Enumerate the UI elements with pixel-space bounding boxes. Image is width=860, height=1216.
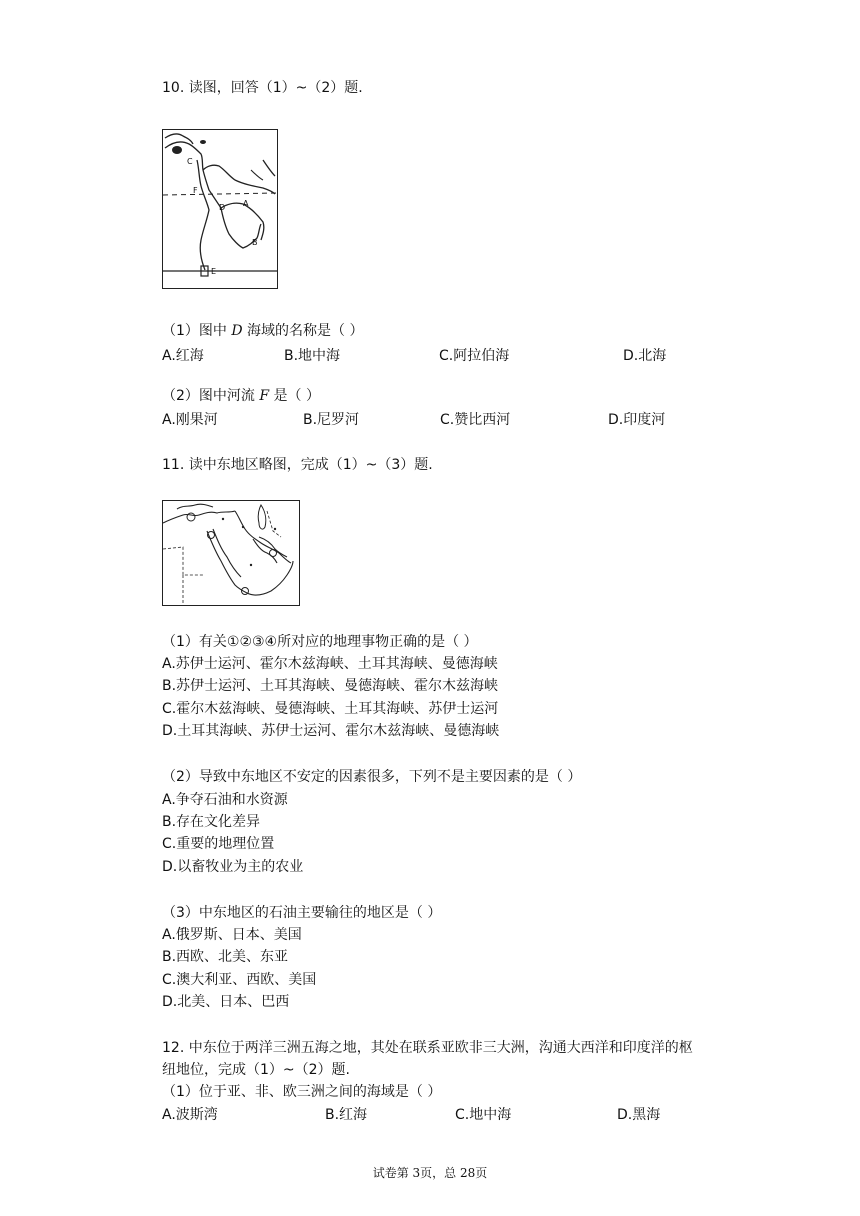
q12-sub1-option-b: B.红海 (325, 1107, 368, 1123)
q10-sub2-stem (162, 385, 320, 407)
q11-sub2-stem: （2）导致中东地区不安定的因素很多，下列不是主要因素的是（ ） (162, 769, 582, 785)
map-label-a: A (243, 199, 249, 208)
q11-sub3-stem: （3）中东地区的石油主要输往的地区是（ ） (162, 905, 442, 921)
q10-sub1-stem-var: D (231, 323, 243, 339)
q10-sub1-option-c: C.阿拉伯海 (439, 348, 510, 364)
q10-sub2-option-b: B.尼罗河 (303, 412, 360, 428)
q10-map (162, 129, 278, 289)
q10-sub1-option-d: D.北海 (623, 348, 667, 364)
q10-sub2-stem-after: 是（ ） (269, 388, 320, 404)
q11-sub3-option-d: D.北美、日本、巴西 (162, 994, 290, 1010)
q10-sub2-option-c: C.赞比西河 (440, 412, 511, 428)
q10-sub2-option-a: A.刚果河 (162, 412, 218, 428)
q10-title: 10. 读图，回答（1）~（2）题. (162, 80, 363, 96)
africa-arabia-map (163, 130, 277, 288)
q12-sub1-option-a: A.波斯湾 (162, 1107, 218, 1123)
q10-sub1-stem-before: （1）图中 (162, 323, 232, 339)
q12-sub1-stem: （1）位于亚、非、欧三洲之间的海域是（ ） (162, 1084, 442, 1100)
q11-sub3-option-a: A.俄罗斯、日本、美国 (162, 927, 302, 943)
q10-sub1-stem (162, 320, 364, 342)
q10-sub1-stem-after: 海域的名称是（ ） (242, 323, 364, 339)
map-label-c: C (187, 157, 193, 166)
q12-sub1-option-c: C.地中海 (455, 1107, 512, 1123)
q12-title-line1: 12. 中东位于两洋三洲五海之地，其处在联系亚欧非三大洲，沟通大西洋和印度洋的枢 (162, 1040, 693, 1056)
map-label-f: F (193, 186, 198, 195)
q11-sub2-option-d: D.以畜牧业为主的农业 (162, 859, 304, 875)
map-label-d: D (219, 203, 226, 212)
q10-sub1-option-b: B.地中海 (284, 348, 341, 364)
map-label-e: E (211, 267, 217, 276)
q12-title-line2: 纽地位，完成（1）~（2）题. (162, 1062, 350, 1078)
q11-sub1-option-b: B.苏伊士运河、土耳其海峡、曼德海峡、霍尔木兹海峡 (162, 678, 499, 694)
q11-sub1-stem: （1）有关①②③④所对应的地理事物正确的是（ ） (162, 634, 478, 650)
q11-title: 11. 读中东地区略图，完成（1）~（3）题. (162, 457, 433, 473)
q10-sub2-option-d: D.印度河 (608, 412, 666, 428)
q11-sub1-option-c: C.霍尔木兹海峡、曼德海峡、土耳其海峡、苏伊士运河 (162, 701, 499, 717)
q10-sub2-stem-before: （2）图中河流 (162, 388, 260, 404)
q12-sub1-option-d: D.黑海 (617, 1107, 661, 1123)
q10-sub2-stem-var: F (259, 388, 270, 404)
map-label-b: B (252, 238, 258, 247)
q11-sub1-option-d: D.土耳其海峡、苏伊士运河、霍尔木兹海峡、曼德海峡 (162, 723, 500, 739)
q11-sub3-option-c: C.澳大利亚、西欧、美国 (162, 972, 317, 988)
q11-sub1-option-a: A.苏伊士运河、霍尔木兹海峡、土耳其海峡、曼德海峡 (162, 656, 498, 672)
q11-sub3-option-b: B.西欧、北美、东亚 (162, 949, 289, 965)
q10-sub1-option-a: A.红海 (162, 348, 204, 364)
middle-east-map (163, 501, 299, 605)
q11-map (162, 500, 300, 606)
q11-sub2-option-b: B.存在文化差异 (162, 814, 261, 830)
page-footer: 试卷第 3页，总 28页 (372, 1166, 488, 1180)
q11-sub2-option-a: A.争夺石油和水资源 (162, 792, 288, 808)
q11-sub2-option-c: C.重要的地理位置 (162, 836, 275, 852)
